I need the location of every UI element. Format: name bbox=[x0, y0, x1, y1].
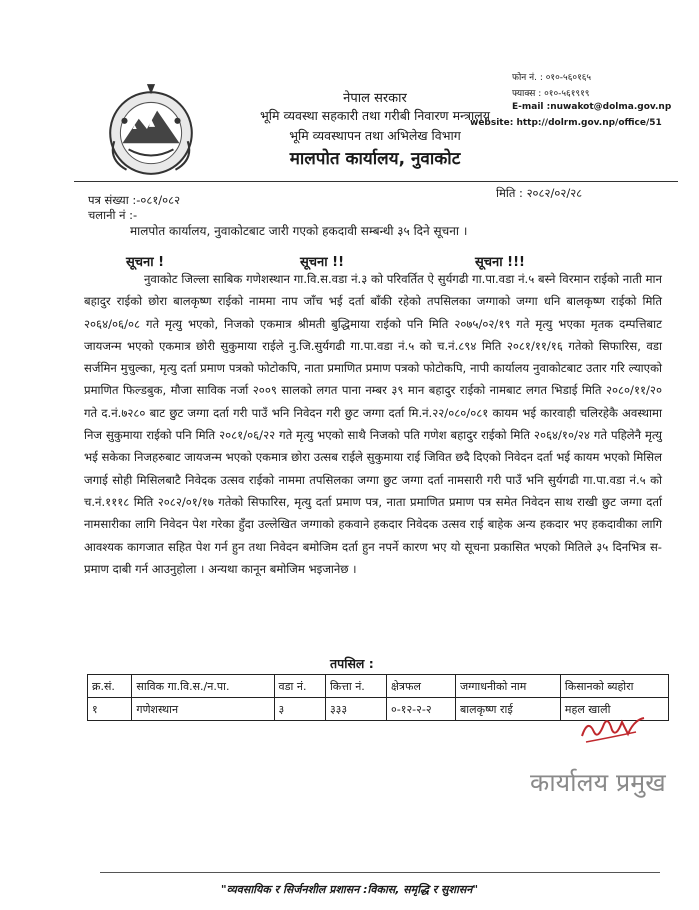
table-cell: ३३३ bbox=[325, 698, 386, 721]
subject-line: मालपोत कार्यालय, नुवाकोटबाट जारी गएको हकदावी सम्बन्धी ३५ दिने सूचना । bbox=[130, 224, 468, 238]
table-cell: ०-१२-२-२ bbox=[387, 698, 456, 721]
column-header: वडा नं. bbox=[274, 675, 325, 698]
ministry-name: भूमि व्यवस्था सहकारी तथा गरीबी निवारण मन्त्रालय bbox=[260, 108, 490, 123]
column-header: जग्गाधनीको नाम bbox=[455, 675, 560, 698]
notice-heading-3: सूचना !!! bbox=[475, 255, 525, 270]
website-link[interactable]: website: http://dolrm.gov.np/office/51 bbox=[470, 118, 662, 128]
email-address: E-mail :nuwakot@dolma.gov.np bbox=[512, 102, 672, 112]
government-name: नेपाल सरकार bbox=[343, 91, 407, 106]
letter-date: मिति : २०८२/०२/२८ bbox=[496, 186, 583, 200]
nepal-government-emblem-icon bbox=[100, 80, 202, 182]
column-header: क्षेत्रफल bbox=[387, 675, 456, 698]
column-header: क्र.सं. bbox=[88, 675, 132, 698]
header-divider bbox=[74, 181, 678, 182]
dispatch-number: चलानी नं :- bbox=[88, 208, 138, 222]
table-cell: महल खाली bbox=[560, 698, 668, 721]
signature-mark bbox=[578, 710, 650, 746]
reference-number: पत्र संख्या :-०८१/०८२ bbox=[88, 193, 181, 207]
column-header: कित्ता नं. bbox=[325, 675, 386, 698]
notice-heading-1: सूचना ! bbox=[126, 255, 165, 270]
notice-body: नुवाकोट जिल्ला साबिक गणेशस्थान गा.वि.स.वडा नं.३ को परिवर्तित ऐ सुर्यगढी गा.पा.वडा नं.५ बस्ने विरमान राईको नाती मान बहादुर राईको छोरा बालकृष्ण राईको नाममा नाप जाँच भई दर्ता बाँकी रहेको तपसिलका जग्गाको जग्गा धनि बालकृष्ण राईको मिति २०६४/०६/०८ गते मृत्यु भएको, निजको एकमात्र श्रीमती बुद्धिमाया राईको पनि मिति २०७५/०२/१९ गते मृत्यु भएका मृतक दम्पत्तिबाट जायजन्म भएको एकमात्र छोरी सुकुमाया राईले नु.जि.सुर्यगढी गा.पा.वडा नं.५ को च.नं.८९४ मिति २०८१/११/१६ गतेको सिफारिस, वडा सर्जमिन मुचुल्का, मृत्यु दर्ता प्रमाण पत्रको फोटोकपि, नाता प्रमाणित प्रमाण पत्रको फोटोकपि, नापी कार्यालय नुवाकोटबाट उतार गरि ल्याएको प्रमाणित फिल्डबुक, मौजा साविक नर्जा २००९ सालको लगत पाना नम्बर ३९ मान बहादुर राईको नामबाट लगत भिडाई मिति २०८०/११/२० गते द.नं.७२८० बाट छुट जग्गा दर्ता गरी पाउँ भनि निवेदन गरी छुट जग्गा दर्ता मि.नं.२२/०८०/०८१ कायम भई कारवाही चलिरहेकै अवस्थामा निज सुकुमाया राईको पनि मिति २०८१/०६/२२ गते मृत्यु भएको साथै निजको पति गणेश बहादुर राईको मिति २०६४/१०/२४ गते पहिलेनै मृत्यु भई सकेका निजहरुबाट जायजन्म भएको एकमात्र छोरा उत्सब राईले सुकुमाया राई जिवित छदै दिएको निवेदन दर्ता भई कायम भएको मिसिल जगाई सोही मिसिलबाटै निवेदक उत्सव राईको नाममा तपसिलका जग्गा छुट जग्गा दर्ता नामसारी गरी पाउँ भनि सुर्यगढी गा.पा.वडा नं.५ को च.नं.१११८ मिति २०८२/०१/१७ गतेको सिफारिस, मृत्यु दर्ता प्रमाण पत्र, नाता प्रमाणित प्रमाण पत्र समेत निवेदन साथ राखी छुट जग्गा दर्ता नामसारीका लागि निवेदन पेश गरेका हुँदा उल्लेखित जग्गाको हकवाने हकदार निवेदक उत्सव राई बाहेक अन्य हकदार भए हकदावीका लागि आवश्यक कागजात सहित पेश गर्न हुन तथा निवेदन बमोजिम दर्ता हुन नपर्ने कारण भए यो सूचना प्रकासित भएको मितिले ३५ दिनभित्र स-प्रमाण दाबी गर्न आउनुहोला । अन्यथा कानून बमोजिम भइजानेछ । bbox=[84, 272, 662, 576]
schedule-title: तपसिल : bbox=[330, 656, 374, 671]
footer-divider bbox=[100, 872, 660, 873]
table-cell: बालकृष्ण राई bbox=[455, 698, 560, 721]
table-cell: गणेशस्थान bbox=[132, 698, 274, 721]
phone-number: फोन नं. : ०१०-५६०१६५ bbox=[512, 73, 592, 83]
fax-number: फ्याक्स : ०१०-५६१९१९ bbox=[512, 89, 590, 99]
column-header: किसानको ब्यहोरा bbox=[560, 675, 668, 698]
footer-motto: "व्यवसायिक र सिर्जनशील प्रशासन :विकास, समृद्धि र सुशासन" bbox=[220, 883, 479, 896]
table-header-row bbox=[88, 675, 669, 698]
office-name: मालपोत कार्यालय, नुवाकोट bbox=[289, 149, 461, 169]
department-name: भूमि व्यवस्थापन तथा अभिलेख विभाग bbox=[289, 128, 461, 143]
table-cell: १ bbox=[88, 698, 132, 721]
column-header: साविक गा.वि.स./न.पा. bbox=[132, 675, 274, 698]
notice-heading-2: सूचना !! bbox=[300, 255, 345, 270]
table-cell: ३ bbox=[274, 698, 325, 721]
office-chief-stamp: कार्यालय प्रमुख bbox=[530, 768, 666, 797]
